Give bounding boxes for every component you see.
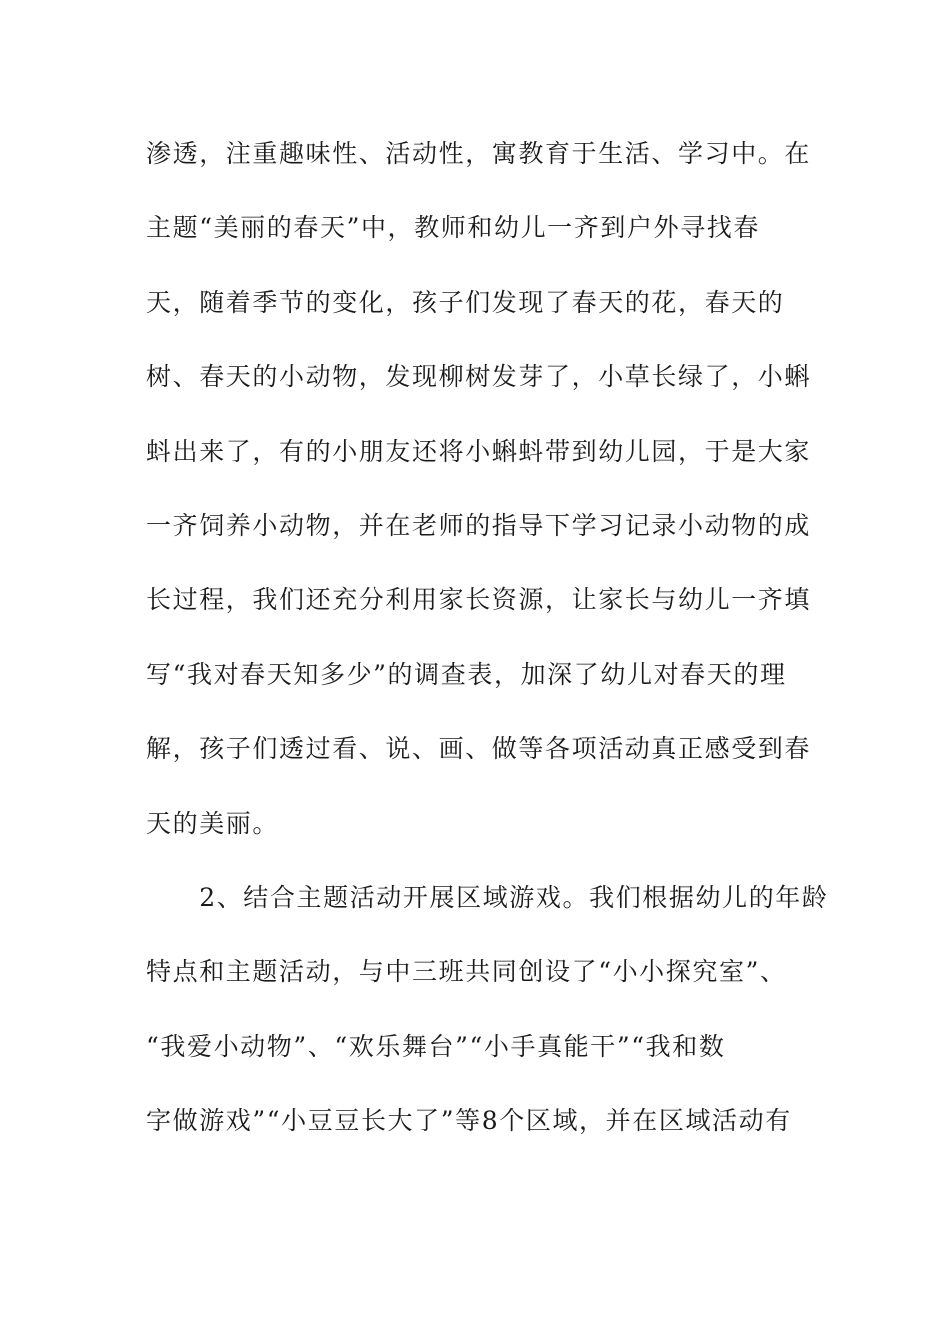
text-line: 主题“美丽的春天”中，教师和幼儿一齐到户外寻找春 — [146, 213, 760, 243]
text-line: 渗透，注重趣味性、活动性，寓教育于生活、学习中。在 — [146, 139, 812, 168]
body-text — [146, 130, 829, 1171]
text-line: 长过程，我们还充分利用家长资源，让家长与幼儿一齐填 — [146, 585, 812, 615]
text-line: “我爱小动物”、“欢乐舞台”“小手真能干”“我和数 — [146, 1031, 726, 1061]
text-line: 树、春天的小动物，发现柳树发芽了，小草长绿了，小蝌 — [146, 362, 812, 392]
text-line: 特点和主题活动，与中三班共同创设了“小小探究室”、 — [146, 957, 787, 987]
paragraph-start-line: 2、结合主题活动开展区域游戏。我们根据幼儿的年龄 — [146, 882, 829, 912]
text-line: 天的美丽。 — [146, 808, 280, 838]
text-line: 蚪出来了，有的小朋友还将小蝌蚪带到幼儿园，于是大家 — [146, 436, 812, 466]
text-line: 天，随着季节的变化，孩子们发现了春天的花，春天的 — [146, 287, 785, 317]
text-line: 字做游戏”“小豆豆长大了”等8个区域，并在区域活动有 — [146, 1106, 792, 1136]
text-line: 写“我对春天知多少”的调查表，加深了幼儿对春天的理 — [146, 659, 787, 689]
text-line: 一齐饲养小动物，并在老师的指导下学习记录小动物的成 — [146, 510, 812, 540]
text-line: 解，孩子们透过看、说、画、做等各项活动真正感受到春 — [146, 734, 812, 764]
